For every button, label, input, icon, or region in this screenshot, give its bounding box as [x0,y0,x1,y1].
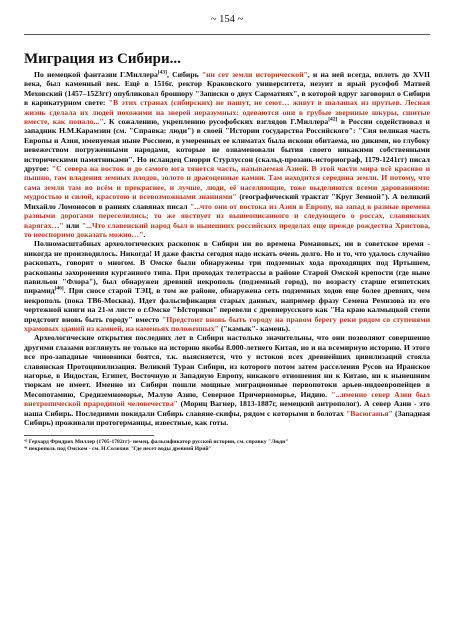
header-rule [24,34,430,35]
quote-text: "С севера на восток и до самого юга тянется часть, называемая Азией. В этой части мира всё красиво и пышно, там владения земных плодов, золото и драгоценные камни. Там находится середина земли. И потому, что сама земля там во всём и прекраснее, и лучше, люди, её населяющие, тоже выделяются всеми дарованиями: мудростью и силой, красотою и всевозможными знаниями" [24,164,430,202]
quote-text: "Предстоит вновь быть городу на правом берегу реки рядом со ступенями храмовых зданий из камней, на каменьях положенных" [24,314,430,333]
footnotes [24,439,430,453]
body-text-run: (Западная Сибирь) проживали протогерманцы, известные, как готы. [24,408,430,428]
section-title: Миграция из Сибири... [24,51,181,67]
body-text-run: Полномасштабных археологических раскопок в Сибири ни во времена Романовых, ни в советское время - никогда не производилось. Никогда! И даже факты сегодня надо искать очень долго. Но и то, что удалось случайно раскопать, говорит о многом. В Омске были обнаружены три подземных хода проходящих под Иртышем, раскопаны захоронения курганного типа. При проходах телетрассы в районе Старой Омской крепости (где ныне павильон "Флора"), был обнаружен древний некрополь (подземный город), по возрасту старше египетских пирамид [24,239,430,296]
footnote-ref: [42] [328,116,338,123]
footnote-rule [24,435,154,436]
paragraph [24,239,430,333]
paragraph [24,70,430,239]
paragraph [24,333,430,427]
body-text-run: или [63,220,82,230]
body-text-run: в России содействовал и западник Н.М.Карамзин (см. "Справка: люди") в своей "Истории государства Российского": "Сия великая часть Европы и Азии, именуемая ныне Россиею, в умеренных ее климатах была искони обитаема, но дикими, но глубоку невежеством погруженными народами, которые не ознаменовали бытия своего никакими собственными историческими памятниками". Но исландец Снорри Стурлуссон (скальд-прозаик-историограф, 1179-1241гг) писал другое: [24,117,430,174]
footnote-42: ⁴² Герхард Фридрих Миллер (1705-1782гг)- немец, фальсификатор русской истории, см. справку "Люди" [24,439,289,446]
quote-text: "...что они от востока из Азии в Европу, на запад в разные времена разными дорогами переселились; то же явствует из вышеописанного и следующего о россах, славянских варягах…" [24,201,430,230]
body-text-run: ("камык"- камень). [218,323,291,333]
body-text-run: . [143,229,146,239]
quote-text: "В этих странах (сибирских) не пашут, не сеют… живут в шалашах из прутьев. Лесная жизнь сделала их людей похожими на зверей неразумных: одеваются они в грубые звериные шкуры, сшитые вместе, как попало..." [24,98,430,127]
article-body [24,70,430,427]
body-text-run: По немецкой фантазии Г.Миллера [34,70,158,79]
quote-text: "...именно север Азии был внетропической прародиной человечества" [24,389,430,409]
body-text-run: , и на ней всегда, вплоть до XVII века, был каменный век. Ещё в 1516г. ректор Краковского университета, иезуит и ярый русофоб Матвей Меховский (1457–1523гг) опубликовал брошюру "Записки о двух Сарматиях", в которой вдруг заговорил о Сибири в карикатурном свете: [24,70,430,108]
body-text-run: . При сносе старой ТЭЦ, в том же районе, обнаружена сеть подземных ходов еще более древних, чем некрополь (пока ТВ6-Москва). Идет фальсификация старых данных, например фразу Семена Ремизова из его чертежной книги на 21-м листе о г.Омске "Ысторики" перевели с древнерусского как "На краю калмыцкой степи предстоит вновь быть городу" вместо [24,286,430,324]
body-text-run: (Мориц Вагнер, 1813-1887г, немецкий антрополог). А север Азии - это наша Сибирь. Последними покидали Сибирь славяне-скифы, рядом с которыми в болотах [24,399,430,418]
body-text-run: . К сожалению, укреплению русофобских взглядов Г.Миллера [103,117,329,127]
quote-text: "ни сет земли исторической" [201,70,308,79]
footnote-46: ⁴⁶ некрополь под Омском - см. Н.Солохин "Где несет воды древний Ирий" [24,446,212,453]
body-text-run: , Сибирь [167,70,202,79]
quote-text: "Васюганья" [346,408,393,418]
body-text-run: (географический трактат "Круг Земной"). А великий Михайло Ломоносов в раннях славянах писал [24,192,430,211]
body-text-run: Археологические открытия последних лет в Сибири настолько значительны, что они позволяют совершенно другими глазами взглянуть не только на историю якобы 8.000-летнего Китая, но и на всемирную историю. И этого все про-западные чиновники боятся, т.к. выясняется, что у истоков всех древнейших цивилизаций стояла славянская Протоцивилизация. Великий Туран Сибири, из которого потом затем расселения Русов на Иранское нагорье, в Индостан, Египет, Восточную и Западную Европу, никакого отношения ни к Китаю, ни к нынешним тюркам не имеет. Именно из Сибири пошли мощные миграционные первопотоки арьев-индоевропейцев в Месопотамию, Средиземноморье, Малую Азию, Северное Причерноморье, Индию. [24,333,430,399]
footnote-ref: [46] [54,285,64,292]
quote-text: "...Что славенский народ был в нынешних российских пределах еще прежде рождества Христова, то неоспоримо доказать можно…" [24,220,431,239]
footnote-ref: [43] [157,69,168,76]
page-number: ~ 154 ~ [210,14,244,25]
